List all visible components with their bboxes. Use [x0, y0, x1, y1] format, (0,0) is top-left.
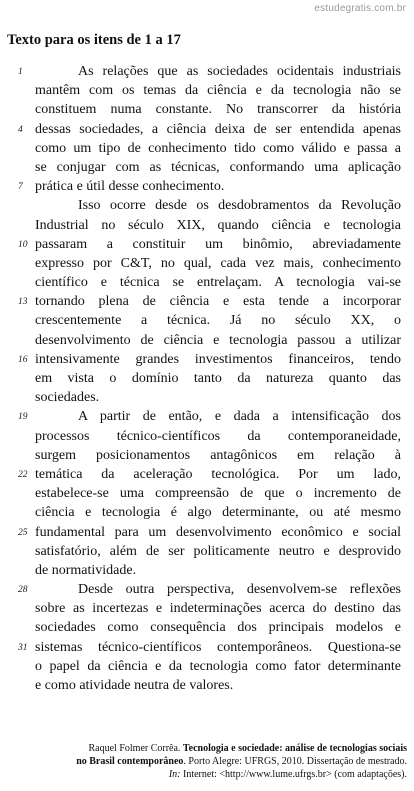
text-line: [0, 561, 414, 580]
citation-line-1: [47, 742, 407, 755]
line-number: 13: [18, 297, 28, 308]
line-text: mantêm com os temas da ciência e da tecnologia não se: [35, 83, 401, 99]
text-line: [0, 388, 414, 407]
text-line: [0, 235, 414, 254]
line-text: tornando plena de ciência e esta tende a incorporar: [35, 294, 401, 310]
citation-url: Internet: <http://www.lume.ufrgs.br> (com adaptações).: [180, 769, 407, 780]
line-text: dessas sociedades, a ciência deixa de ser entendida apenas: [35, 121, 401, 137]
line-text: sociedades como consequência dos principais modelos e: [35, 620, 401, 636]
text-line: [0, 216, 414, 235]
line-text: surgem posicionamentos antagônicos em relação à: [35, 447, 401, 463]
text-line: [0, 62, 414, 81]
line-text: ciência e tecnologia é algo determinante, ou até mesmo: [35, 505, 401, 521]
text-line: [0, 484, 414, 503]
text-line: [0, 523, 414, 542]
text-line: [0, 311, 414, 330]
text-line: [0, 350, 414, 369]
line-text: constituem numa constante. No transcorrer da história: [35, 102, 401, 118]
text-line: [0, 657, 414, 676]
line-text: o papel da ciência e da tecnologia como fator determinante: [35, 658, 401, 674]
line-text: satisfatório, além de ser politicamente neutro e desprovido: [35, 543, 401, 559]
line-text: em vista o domínio tanto da natureza quanto das: [35, 371, 401, 386]
text-line: [0, 177, 414, 196]
line-number: 22: [18, 469, 28, 480]
line-number: 4: [18, 124, 23, 135]
text-line: [0, 81, 414, 100]
line-text: científico e técnica se entrelaçam. A tecnologia vai-se: [35, 275, 401, 291]
line-text: estabelece-se uma compreensão de que o incremento de: [35, 486, 401, 502]
text-line: [0, 580, 414, 599]
text-line: [0, 465, 414, 484]
text-line: [0, 446, 414, 465]
source-citation: [47, 742, 407, 781]
line-text: Isso ocorre desde os desdobramentos da Revolução: [78, 198, 401, 214]
text-line: [0, 369, 414, 388]
text-heading: Texto para os itens de 1 a 17: [7, 32, 181, 48]
watermark-logo: estudegratis.com.br: [314, 3, 406, 14]
citation-in-label: In:: [168, 769, 181, 780]
line-text: prática e útil desse conhecimento.: [35, 179, 225, 195]
text-line: [0, 407, 414, 426]
line-number: 10: [18, 239, 28, 250]
citation-publisher: . Porto Alegre: UFRGS, 2010. Dissertação de mestrado.: [183, 756, 407, 767]
line-text: e como atividade neutra de valores.: [35, 678, 234, 693]
line-text: sobre as incertezas e indeterminações acerca do destino das: [35, 601, 401, 617]
text-line: [0, 427, 414, 446]
text-line: [0, 158, 414, 177]
line-text: As relações que as sociedades ocidentais industriais: [78, 64, 401, 79]
text-line: [0, 139, 414, 158]
text-line: [0, 100, 414, 119]
text-line: [0, 331, 414, 350]
line-text: Desde outra perspectiva, desenvolvem-se reflexões: [78, 582, 401, 598]
line-number: 31: [18, 642, 28, 653]
line-text: de normatividade.: [35, 562, 137, 578]
line-number: 1: [18, 67, 23, 77]
line-text: processos técnico-científicos da contemporaneidade,: [35, 428, 401, 444]
line-number: 7: [18, 182, 23, 193]
text-line: [0, 196, 414, 215]
text-line: [0, 120, 414, 139]
passage-body: [0, 62, 414, 695]
line-text: crescentemente a técnica. Já no século XX, o: [35, 313, 401, 329]
line-number: 19: [18, 412, 28, 423]
line-text: temática da aceleração tecnológica. Por um lado,: [35, 466, 401, 482]
line-text: sistemas técnico-científicos contemporâneos. Questiona-se: [35, 639, 401, 655]
citation-line-2: [47, 755, 407, 768]
line-text: Industrial no século XIX, quando ciência e tecnologia: [35, 217, 401, 233]
line-number: 25: [18, 527, 28, 538]
text-line: [0, 638, 414, 657]
text-line: [0, 273, 414, 292]
text-line: [0, 503, 414, 522]
citation-line-3: [47, 768, 407, 781]
line-text: expresso por C&T, no qual, cada vez mais, conhecimento: [35, 255, 401, 271]
line-number: 16: [18, 354, 28, 365]
line-text: intensivamente grandes investimentos financeiros, tendo: [35, 351, 401, 367]
line-number: 28: [18, 585, 28, 596]
text-line: [0, 599, 414, 618]
text-line: [0, 676, 414, 695]
line-text: desenvolvimento de ciência e tecnologia passou a utilizar: [35, 332, 401, 348]
text-line: [0, 618, 414, 637]
text-line: [0, 254, 414, 273]
line-text: fundamental para um desenvolvimento econômico e social: [35, 524, 401, 540]
line-text: passaram a constituir um binômio, abreviadamente: [35, 236, 401, 252]
text-line: [0, 292, 414, 311]
line-text: se conjugar com as técnicas, conformando uma aplicação: [35, 159, 401, 175]
line-text: A partir de então, e dada a intensificação dos: [78, 409, 401, 425]
citation-title: Tecnologia e sociedade: análise de tecnologias sociais: [182, 743, 407, 754]
citation-author: Raquel Folmer Corrêa.: [88, 743, 183, 754]
line-text: como um tipo de conhecimento tido como válido e passa a: [35, 140, 401, 156]
citation-title-cont: no Brasil contemporâneo: [76, 756, 184, 767]
text-line: [0, 542, 414, 561]
line-text: sociedades.: [35, 390, 100, 406]
